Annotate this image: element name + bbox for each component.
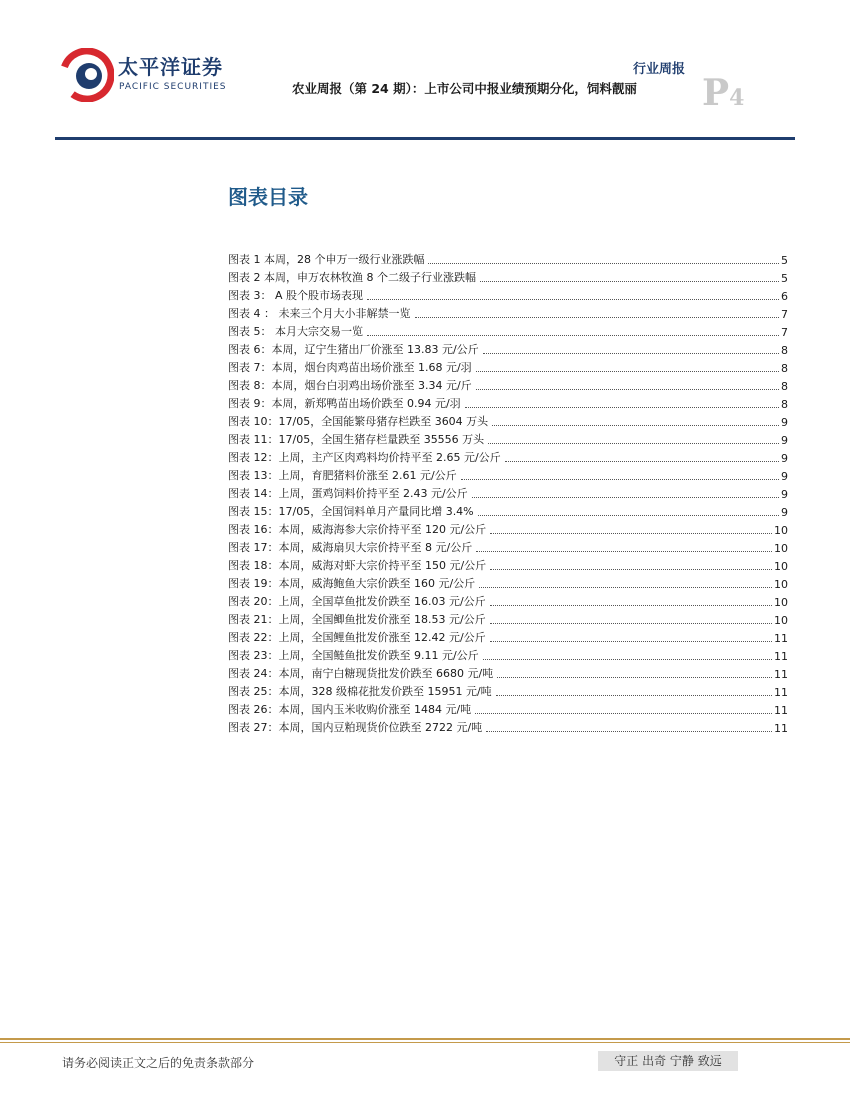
toc-entry-title: 图表 22：上周，全国鲤鱼批发价涨至 12.42 元/公斤 [228,631,486,644]
toc-entry-page: 5 [781,272,788,285]
toc-entry-title: 图表 7：本周，烟台肉鸡苗出场价涨至 1.68 元/羽 [228,361,472,374]
toc-leader-dots [496,694,772,696]
toc-entry-title: 图表 11：17/05，全国生猪存栏量跌至 35556 万头 [228,433,485,446]
toc-entry[interactable] [228,699,788,717]
toc-entry[interactable] [228,555,788,573]
header-divider [55,137,795,140]
toc-entry[interactable] [228,537,788,555]
toc-entry-title: 图表 8：本周，烟台白羽鸡出场价涨至 3.34 元/斤 [228,379,472,392]
toc-leader-dots [476,370,779,372]
toc-leader-dots [490,622,772,624]
footer-divider [0,1038,850,1040]
toc-entry-page: 9 [781,452,788,465]
toc-entry-title: 图表 26：本周，国内玉米收购价涨至 1484 元/吨 [228,703,472,716]
toc-entry[interactable] [228,663,788,681]
toc-entry-title: 图表 23：上周，全国鲢鱼批发价跌至 9.11 元/公斤 [228,649,479,662]
toc-entry-title: 图表 14：上周，蛋鸡饲料价持平至 2.43 元/公斤 [228,487,468,500]
toc-leader-dots [476,388,779,390]
toc-entry-page: 11 [774,650,788,663]
toc-leader-dots [483,658,772,660]
toc-entry-title: 图表 1 本周，28 个申万一级行业涨跌幅 [228,253,425,266]
toc-entry[interactable] [228,573,788,591]
toc-leader-dots [505,460,779,462]
toc-leader-dots [465,406,779,408]
toc-leader-dots [488,442,779,444]
logo-english-name: PACIFIC SECURITIES [119,82,227,92]
footer-divider-thin [0,1042,850,1043]
toc-entry-title: 图表 12：上周，主产区肉鸡料均价持平至 2.65 元/公斤 [228,451,501,464]
toc-leader-dots [428,262,779,264]
toc-leader-dots [490,568,772,570]
toc-entry[interactable] [228,645,788,663]
toc-entry-page: 11 [774,722,788,735]
toc-leader-dots [490,604,772,606]
toc-heading: 图表目录 [228,185,308,209]
footer-motto: 守正 出奇 宁静 致远 [598,1051,738,1071]
toc-entry[interactable] [228,483,788,501]
toc-entry-title: 图表 5： 本月大宗交易一览 [228,325,363,338]
toc-entry-page: 9 [781,506,788,519]
toc-entry-page: 8 [781,362,788,375]
toc-entry[interactable] [228,717,788,735]
toc-entry[interactable] [228,627,788,645]
toc-entry-title: 图表 13：上周，育肥猪料价涨至 2.61 元/公斤 [228,469,457,482]
toc-entry-title: 图表 17：本周，威海扇贝大宗价持平至 8 元/公斤 [228,541,473,554]
toc-leader-dots [367,334,779,336]
toc-entry-page: 8 [781,344,788,357]
toc-entry[interactable] [228,285,788,303]
toc-entry-page: 11 [774,704,788,717]
toc-leader-dots [497,676,772,678]
toc-entry[interactable] [228,393,788,411]
toc-entry[interactable] [228,375,788,393]
toc-leader-dots [490,640,772,642]
toc-entry[interactable] [228,429,788,447]
toc-leader-dots [480,280,779,282]
footer-disclaimer: 请务必阅读正文之后的免责条款部分 [62,1056,255,1070]
toc-entry-title: 图表 15：17/05，全国饲料单月产量同比增 3.4% [228,505,474,518]
toc-entry-page: 9 [781,470,788,483]
company-logo [60,48,260,104]
toc-entry-title: 图表 19：本周，威海鲍鱼大宗价跌至 160 元/公斤 [228,577,476,590]
toc-entry-title: 图表 2 本周，申万农林牧渔 8 个二级子行业涨跌幅 [228,271,476,284]
toc-entry-title: 图表 3： A 股个股市场表现 [228,289,364,302]
toc-entry-page: 10 [774,596,788,609]
toc-entry-page: 10 [774,524,788,537]
toc-entry[interactable] [228,447,788,465]
toc-entry-page: 9 [781,434,788,447]
toc-entry-page: 10 [774,542,788,555]
toc-leader-dots [492,424,779,426]
page-number-mark [702,72,744,114]
toc-leader-dots [479,586,772,588]
toc-leader-dots [475,712,772,714]
toc-entry-page: 9 [781,488,788,501]
toc-entry[interactable] [228,591,788,609]
report-title: 农业周报（第 24 期）：上市公司中报业绩预期分化，饲料靓丽 [292,81,637,96]
toc-entry-title: 图表 9：本周，新郑鸭苗出场价跌至 0.94 元/羽 [228,397,461,410]
toc-entry[interactable] [228,465,788,483]
toc-entry-title: 图表 20：上周，全国草鱼批发价跌至 16.03 元/公斤 [228,595,486,608]
toc-list [228,249,788,735]
toc-leader-dots [486,730,772,732]
toc-entry-title: 图表 21：上周，全国鲫鱼批发价涨至 18.53 元/公斤 [228,613,486,626]
toc-leader-dots [490,532,772,534]
toc-entry-page: 11 [774,632,788,645]
toc-entry-title: 图表 10：17/05，全国能繁母猪存栏跌至 3604 万头 [228,415,489,428]
toc-entry-title: 图表 16：本周，威海海参大宗价持平至 120 元/公斤 [228,523,487,536]
toc-entry[interactable] [228,411,788,429]
toc-leader-dots [476,550,772,552]
toc-entry[interactable] [228,267,788,285]
toc-entry-page: 9 [781,416,788,429]
logo-chinese-name: 太平洋证券 [118,55,223,79]
toc-entry-title: 图表 4 ： 未来三个月大小非解禁一览 [228,307,411,320]
toc-entry-title: 图表 27：本周，国内豆粕现货价位跌至 2722 元/吨 [228,721,483,734]
toc-entry[interactable] [228,303,788,321]
toc-entry-page: 7 [781,308,788,321]
page-letter: P [702,72,730,114]
page-number: 4 [729,85,745,111]
toc-entry-page: 10 [774,614,788,627]
toc-entry[interactable] [228,249,788,267]
toc-entry-title: 图表 24：本周，南宁白糖现货批发价跌至 6680 元/吨 [228,667,494,680]
toc-entry-title: 图表 18：本周，威海对虾大宗价持平至 150 元/公斤 [228,559,487,572]
toc-leader-dots [483,352,779,354]
toc-leader-dots [461,478,779,480]
toc-entry[interactable] [228,681,788,699]
toc-entry-page: 10 [774,578,788,591]
toc-leader-dots [472,496,779,498]
toc-entry-page: 7 [781,326,788,339]
toc-leader-dots [478,514,779,516]
toc-entry-page: 11 [774,686,788,699]
toc-entry-title: 图表 6：本周，辽宁生猪出厂价涨至 13.83 元/公斤 [228,343,479,356]
toc-entry-page: 8 [781,398,788,411]
toc-entry-title: 图表 25：本周，328 级棉花批发价跌至 15951 元/吨 [228,685,492,698]
toc-entry[interactable] [228,357,788,375]
toc-entry-page: 6 [781,290,788,303]
toc-entry[interactable] [228,609,788,627]
toc-leader-dots [415,316,780,318]
toc-leader-dots [367,298,779,300]
toc-entry[interactable] [228,519,788,537]
pacific-securities-logo-icon [60,48,114,102]
toc-entry[interactable] [228,321,788,339]
toc-entry-page: 11 [774,668,788,681]
toc-entry-page: 5 [781,254,788,267]
toc-entry-page: 8 [781,380,788,393]
report-type-label: 行业周报 [632,62,685,77]
toc-entry[interactable] [228,501,788,519]
toc-entry[interactable] [228,339,788,357]
toc-entry-page: 10 [774,560,788,573]
